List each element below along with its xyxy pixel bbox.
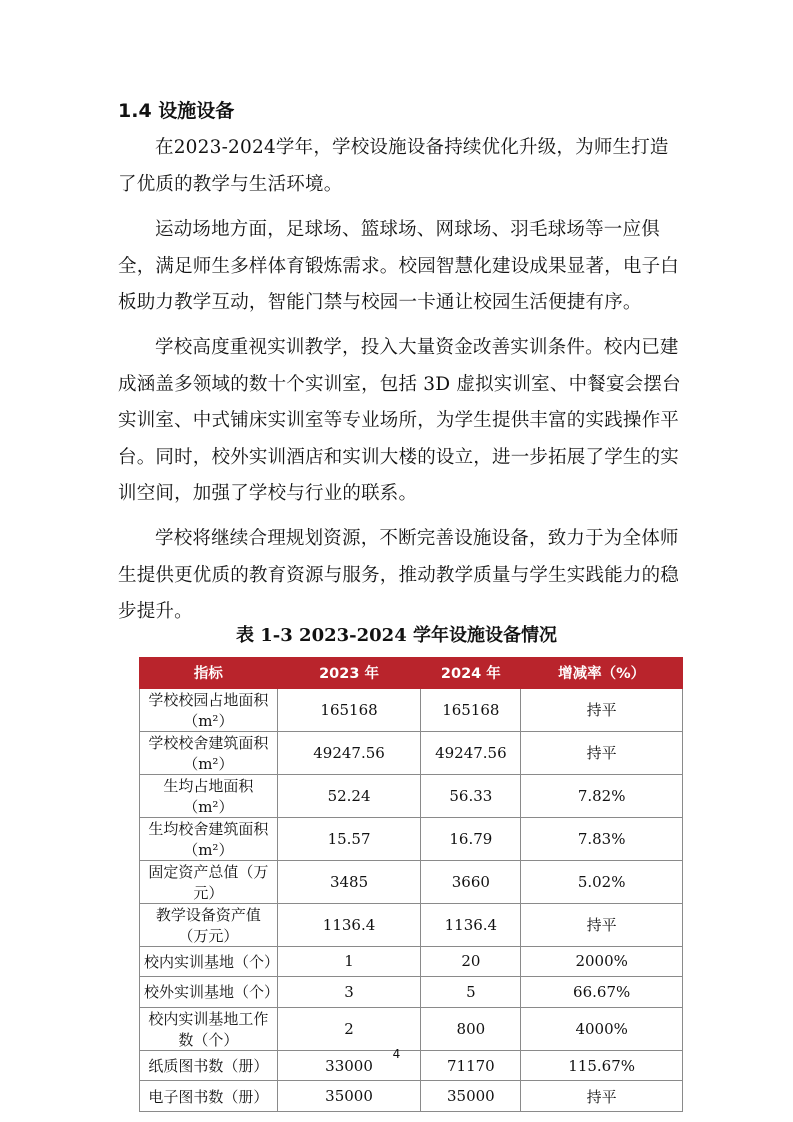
cell-change: 4000% — [521, 1007, 683, 1050]
cell-2023: 165168 — [277, 688, 421, 731]
cell-2024: 5 — [421, 977, 521, 1008]
cell-2023: 15.57 — [277, 817, 421, 860]
cell-2023: 3485 — [277, 860, 421, 903]
cell-indicator: 校外实训基地（个） — [140, 977, 278, 1008]
cell-change: 66.67% — [521, 977, 683, 1008]
cell-change: 7.82% — [521, 774, 683, 817]
header-2023: 2023 年 — [277, 658, 421, 689]
cell-2024: 1136.4 — [421, 903, 521, 946]
cell-change: 持平 — [521, 731, 683, 774]
section-heading: 1.4 设施设备 — [118, 100, 235, 122]
cell-2023: 2 — [277, 1007, 421, 1050]
cell-2023: 1 — [277, 946, 421, 977]
cell-2023: 52.24 — [277, 774, 421, 817]
table-row — [140, 977, 683, 1008]
table-row — [140, 688, 683, 731]
cell-change: 7.83% — [521, 817, 683, 860]
cell-2024: 3660 — [421, 860, 521, 903]
header-2024: 2024 年 — [421, 658, 521, 689]
table-row — [140, 731, 683, 774]
cell-2024: 49247.56 — [421, 731, 521, 774]
cell-change: 持平 — [521, 688, 683, 731]
cell-2024: 800 — [421, 1007, 521, 1050]
page-number: 4 — [392, 1047, 401, 1061]
cell-indicator: 生均校舍建筑面积（m²） — [140, 817, 278, 860]
cell-change: 5.02% — [521, 860, 683, 903]
table-row — [140, 1007, 683, 1050]
table-row — [140, 1081, 683, 1112]
cell-indicator: 校内实训基地工作数（个） — [140, 1007, 278, 1050]
paragraph-intro: 在2023-2024学年，学校设施设备持续优化升级，为师生打造了优质的教学与生活环境。 — [118, 137, 669, 195]
cell-indicator: 纸质图书数（册） — [140, 1050, 278, 1081]
table-row — [140, 860, 683, 903]
table-row — [140, 774, 683, 817]
cell-2024: 71170 — [421, 1050, 521, 1081]
cell-change: 持平 — [521, 1081, 683, 1112]
table-caption: 表 1-3 2023-2024 学年设施设备情况 — [236, 625, 557, 646]
header-change-rate: 增减率（%） — [521, 658, 683, 689]
table-row — [140, 817, 683, 860]
table-header-row — [140, 658, 683, 689]
cell-indicator: 生均占地面积（m²） — [140, 774, 278, 817]
paragraph-training: 学校高度重视实训教学，投入大量资金改善实训条件。校内已建成涵盖多领域的数十个实训室，包括 3D 虚拟实训室、中餐宴会摆台实训室、中式铺床实训室等专业场所，为学生提供丰富的实践操作平台。同时，校外实训酒店和实训大楼的设立，进一步拓展了学生的实训空间，加强了学校与行业的联系。 — [118, 337, 681, 504]
cell-indicator: 校内实训基地（个） — [140, 946, 278, 977]
table-row — [140, 903, 683, 946]
cell-2023: 49247.56 — [277, 731, 421, 774]
cell-indicator: 固定资产总值（万元） — [140, 860, 278, 903]
cell-indicator: 教学设备资产值（万元） — [140, 903, 278, 946]
cell-2023: 33000 — [277, 1050, 421, 1081]
cell-indicator: 电子图书数（册） — [140, 1081, 278, 1112]
paragraph-sports: 运动场地方面，足球场、篮球场、网球场、羽毛球场等一应俱全，满足师生多样体育锻炼需求。校园智慧化建设成果显著，电子白板助力教学互动，智能门禁与校园一卡通让校园生活便捷有序。 — [118, 219, 680, 313]
cell-indicator: 学校校舍建筑面积（m²） — [140, 731, 278, 774]
facilities-table — [139, 657, 683, 1112]
cell-2023: 3 — [277, 977, 421, 1008]
cell-2024: 165168 — [421, 688, 521, 731]
header-indicator: 指标 — [140, 658, 278, 689]
cell-2024: 56.33 — [421, 774, 521, 817]
cell-change: 2000% — [521, 946, 683, 977]
table-row — [140, 946, 683, 977]
cell-2024: 35000 — [421, 1081, 521, 1112]
cell-2024: 16.79 — [421, 817, 521, 860]
cell-2024: 20 — [421, 946, 521, 977]
cell-indicator: 学校校园占地面积（m²） — [140, 688, 278, 731]
paragraph-outlook: 学校将继续合理规划资源，不断完善设施设备，致力于为全体师生提供更优质的教育资源与服务，推动教学质量与学生实践能力的稳步提升。 — [118, 528, 680, 622]
cell-change: 115.67% — [521, 1050, 683, 1081]
cell-change: 持平 — [521, 903, 683, 946]
cell-2023: 35000 — [277, 1081, 421, 1112]
cell-2023: 1136.4 — [277, 903, 421, 946]
